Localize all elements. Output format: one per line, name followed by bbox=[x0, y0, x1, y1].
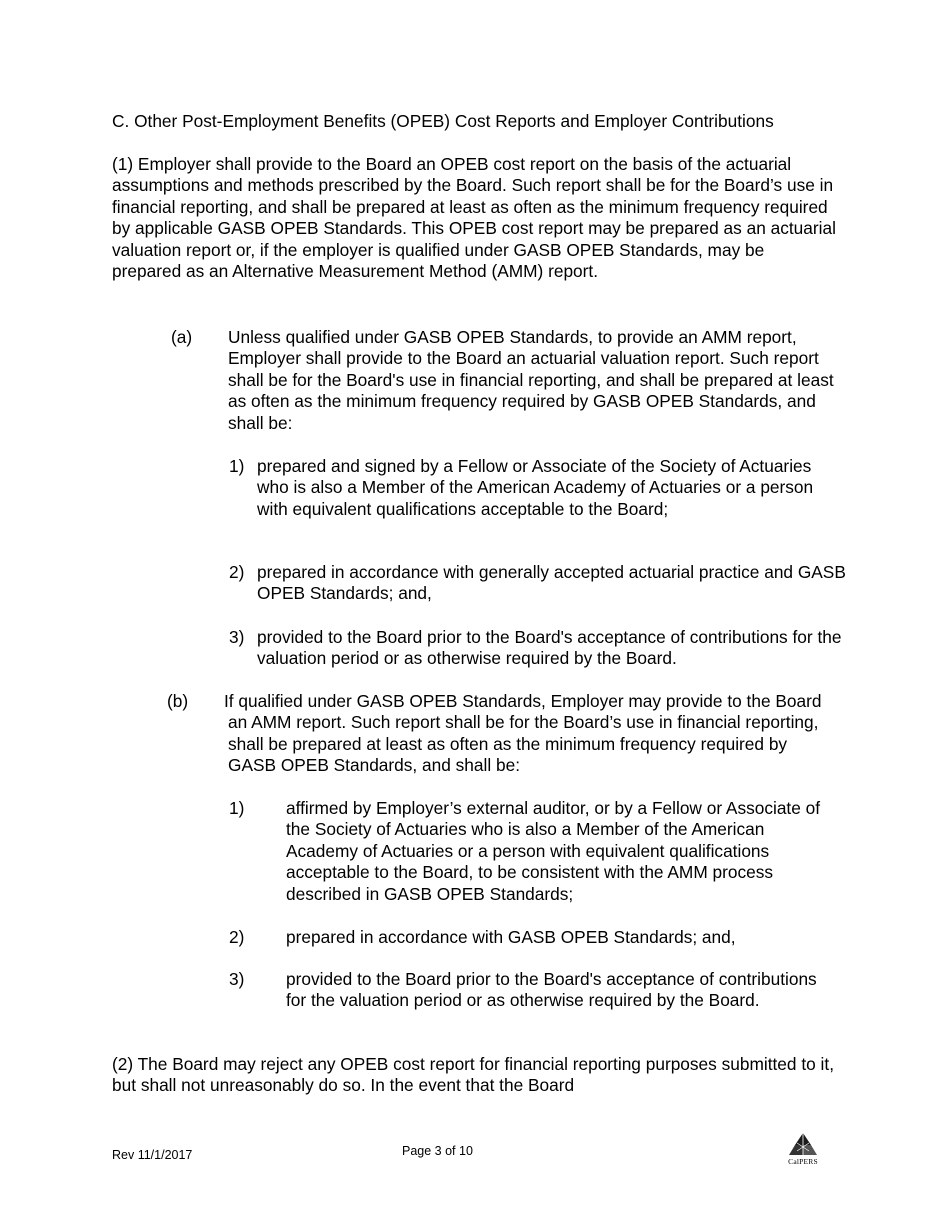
item-b-sub-1-text: affirmed by Employer’s external auditor, or by a Fellow or Associate of the Society of Actuaries who is also a Member of the American Academy of Actuaries or a person with equivalent qualifications acceptable to the Board, to be consistent with the AMM process described in GASB OPEB Standards; bbox=[286, 798, 821, 904]
item-b-text: If qualified under GASB OPEB Standards, Employer may provide to the Board an AMM report. Such report shall be for the Board’s use in financial reporting, shall be prepared at least as often as the minimum frequency required by GASB OPEB Standards, and shall be: bbox=[224, 691, 822, 776]
item-b-sub-2-text: prepared in accordance with GASB OPEB Standards; and, bbox=[286, 927, 736, 947]
item-b-sub-3-text: provided to the Board prior to the Board's acceptance of contributions for the valuation period or as otherwise required by the Board. bbox=[286, 969, 817, 1011]
item-b-label: (b) bbox=[167, 691, 189, 711]
calpers-logo-text: CalPERS bbox=[788, 1157, 818, 1166]
item-b-sub-3-num: 3) bbox=[229, 969, 245, 989]
item-a-label: (a) bbox=[171, 327, 193, 347]
revision-date: Rev 11/1/2017 bbox=[112, 1148, 193, 1162]
item-a-text: Unless qualified under GASB OPEB Standards, to provide an AMM report, Employer shall provide to the Board an actuarial valuation report. Such report shall be for the Board's use in financial reporting, and shall be prepared at least as often as the minimum frequency required by GASB OPEB Standards, and shall be: bbox=[228, 327, 834, 433]
item-a-sub-3-text: provided to the Board prior to the Board's acceptance of contributions for the valuation period or as otherwise required by the Board. bbox=[257, 627, 842, 669]
item-a-sub-1-text: prepared and signed by a Fellow or Associate of the Society of Actuaries who is also a Member of the American Academy of Actuaries or a person with equivalent qualifications acceptable to the Board; bbox=[257, 456, 814, 519]
item-a-sub-1-num: 1) bbox=[229, 456, 245, 476]
item-a-sub-2-num: 2) bbox=[229, 562, 245, 582]
item-a-sub-2-text: prepared in accordance with generally accepted actuarial practice and GASB OPEB Standards; and, bbox=[257, 562, 846, 604]
paragraph-1: (1) Employer shall provide to the Board an OPEB cost report on the basis of the actuarial assumptions and methods prescribed by the Board. Such report shall be for the Board’s use in financial reporting, and shall be prepared at least as often as the minimum frequency required by applicable GASB OPEB Standards. This OPEB cost report may be prepared as an actuarial valuation report or, if the employer is qualified under GASB OPEB Standards, may be prepared as an Alternative Measurement Method (AMM) report. bbox=[112, 154, 836, 282]
item-a-sub-3-num: 3) bbox=[229, 627, 245, 647]
item-b-sub-1-num: 1) bbox=[229, 798, 245, 818]
page-number: Page 3 of 10 bbox=[402, 1144, 473, 1158]
item-b-sub-2-num: 2) bbox=[229, 927, 245, 947]
section-heading: C. Other Post-Employment Benefits (OPEB) Cost Reports and Employer Contributions bbox=[112, 111, 774, 131]
paragraph-2: (2) The Board may reject any OPEB cost report for financial reporting purposes submitted to it, but shall not unreasonably do so. In the event that the Board bbox=[112, 1054, 834, 1096]
